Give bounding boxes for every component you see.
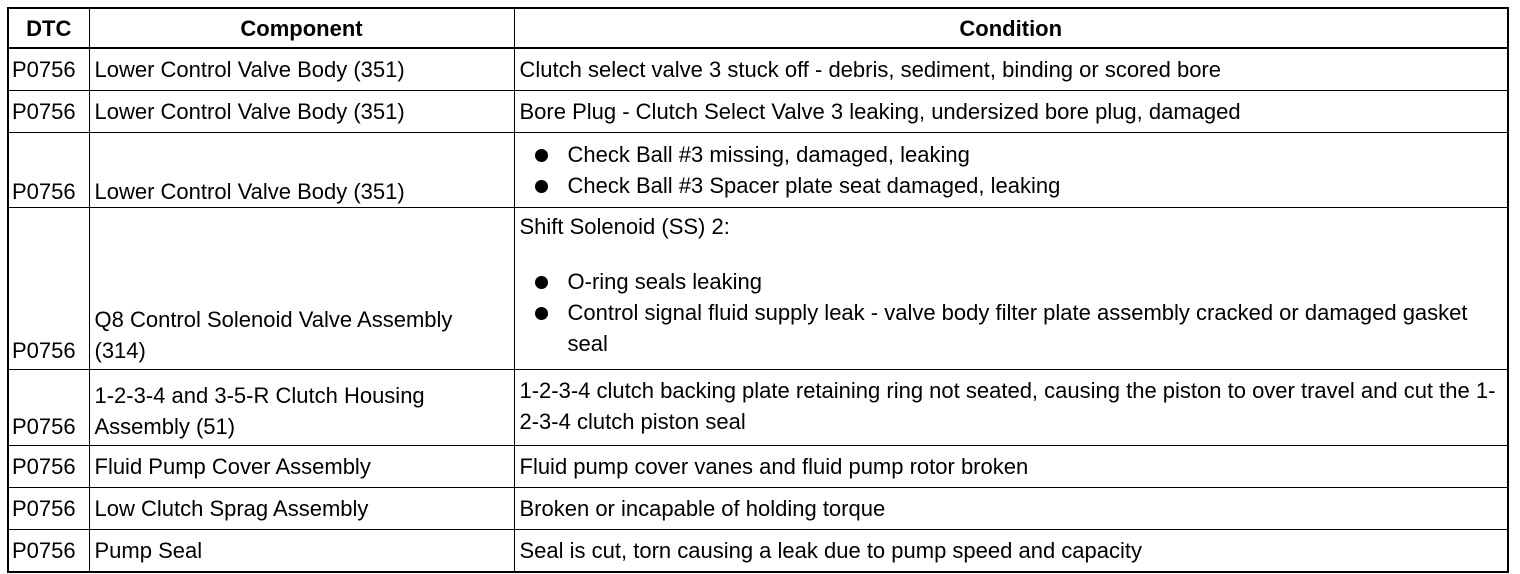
bullet-icon [535, 307, 548, 320]
bullet-text: Check Ball #3 missing, damaged, leaking [567, 142, 970, 167]
bullet-text: O-ring seals leaking [567, 269, 762, 294]
component-cell: Fluid Pump Cover Assembly [89, 446, 514, 488]
dtc-cell: P0756 [8, 133, 89, 208]
component-text: Q8 Control Solenoid Valve Assembly (314) [94, 307, 453, 363]
condition-cell: Clutch select valve 3 stuck off - debris, sediment, binding or scored bore [514, 48, 1508, 91]
condition-bullet-item [520, 297, 1503, 359]
condition-bullet-item [520, 170, 1503, 201]
condition-cell: Bore Plug - Clutch Select Valve 3 leaking, undersized bore plug, damaged [514, 91, 1508, 133]
component-cell: 1-2-3-4 and 3-5-R Clutch Housing Assembly (51) [89, 370, 514, 446]
bullet-icon [535, 149, 548, 162]
component-cell: Lower Control Valve Body (351) [89, 133, 514, 208]
condition-cell: Seal is cut, torn causing a leak due to pump speed and capacity [514, 530, 1508, 573]
dtc-cell: P0756 [8, 530, 89, 573]
dtc-cell: P0756 [8, 488, 89, 530]
table-row [8, 530, 1508, 573]
table-row [8, 133, 1508, 208]
component-cell: Low Clutch Sprag Assembly [89, 488, 514, 530]
dtc-table [7, 7, 1509, 573]
component-cell [89, 208, 514, 370]
table-row [8, 370, 1508, 446]
condition-cell: Fluid pump cover vanes and fluid pump rotor broken [514, 446, 1508, 488]
table-row [8, 91, 1508, 133]
table-row [8, 208, 1508, 370]
bullet-icon [535, 276, 548, 289]
condition-cell [514, 208, 1508, 370]
table-row [8, 48, 1508, 91]
condition-bullet-list [520, 139, 1503, 201]
condition-bullet-list [520, 266, 1503, 359]
condition-bullet-item [520, 266, 1503, 297]
condition-heading: Shift Solenoid (SS) 2: [519, 214, 730, 239]
table-body [8, 48, 1508, 572]
condition-cell [514, 133, 1508, 208]
bullet-icon [535, 180, 548, 193]
dtc-cell: P0756 [8, 48, 89, 91]
dtc-cell: P0756 [8, 370, 89, 446]
table-row [8, 488, 1508, 530]
dtc-cell: P0756 [8, 208, 89, 370]
table-header [8, 8, 1508, 48]
bullet-text: Control signal fluid supply leak - valve body filter plate assembly cracked or damaged gasket seal [567, 300, 1468, 356]
header-component: Component [89, 8, 514, 48]
header-dtc: DTC [8, 8, 89, 48]
header-row [8, 8, 1508, 48]
condition-bullet-item [520, 139, 1503, 170]
dtc-cell: P0756 [8, 91, 89, 133]
condition-cell: Broken or incapable of holding torque [514, 488, 1508, 530]
bullet-text: Check Ball #3 Spacer plate seat damaged, leaking [567, 173, 1061, 198]
table-row [8, 446, 1508, 488]
component-cell: Lower Control Valve Body (351) [89, 48, 514, 91]
condition-cell: 1-2-3-4 clutch backing plate retaining ring not seated, causing the piston to over travel and cut the 1-2-3-4 clutch piston seal [514, 370, 1508, 446]
dtc-cell: P0756 [8, 446, 89, 488]
component-cell: Pump Seal [89, 530, 514, 573]
header-condition: Condition [514, 8, 1508, 48]
component-cell: Lower Control Valve Body (351) [89, 91, 514, 133]
